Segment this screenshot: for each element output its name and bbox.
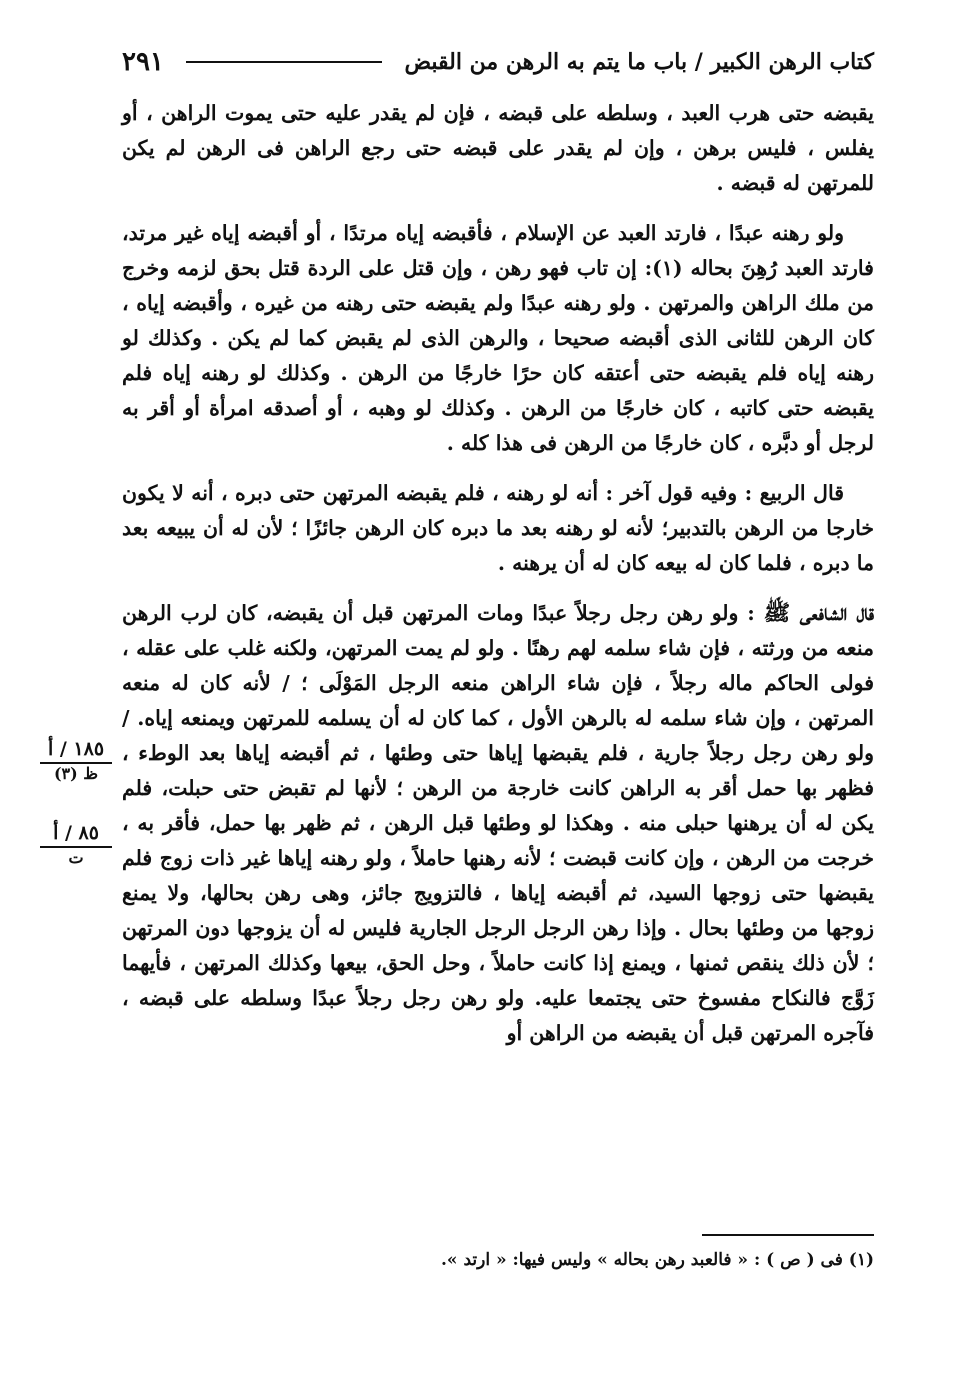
paragraph-text: قال الربيع : وفيه قول آخر : أنه لو رهنه ، فلم يقبضه المرتهن حتى دبره ، أنه لا يكون خارجا من الرهن بالتدبير؛ لأنه لو رهنه بعد ما دبره كان الرهن جائزًا ؛ لأن له أن يبيعه بعد ما دبره ، فلما كان له بيعه كان له أن يرهنه .	[122, 481, 874, 575]
paragraph-3	[122, 476, 874, 581]
paragraph-4	[122, 596, 874, 1051]
footnote: (١) فى ( ص ) : « فالعبد رهن بحاله » وليس فيها: « ارتد ».	[441, 1250, 874, 1270]
paragraph-2	[122, 216, 874, 461]
footnote-divider	[702, 1234, 874, 1236]
paragraph-text: يقبضه حتى هرب العبد ، وسلطه على قبضه ، فإن لم يقدر عليه حتى يموت الراهن ، أو يفلس ، فليس برهن ، وإن لم يقدر على قبضه حتى رجع الراهن فى الرهن لم يكن للمرتهن له قبضه .	[122, 101, 874, 195]
margin-note	[40, 738, 112, 784]
margin-note	[40, 822, 112, 868]
header-title: كتاب الرهن الكبير / باب ما يتم به الرهن من القبض	[404, 49, 874, 75]
paragraph-text: ولو رهنه عبدًا ، فارتد العبد عن الإسلام ، فأقبضه إياه مرتدًا ، أو أقبضه إياه غير مرتد، فارتد العبد رُهِنَ بحاله (١): إن تاب فهو رهن ، وإن قتل على الردة قتل بحق لزمه وخرج من ملك الراهن والمرتهن . ولو رهنه عبدًا ولم يقبضه حتى رهنه من غيره ، وأقبضه إياه ، كان الرهن للثانى الذى أقبضه صحيحا ، والرهن الذى لم يقبض كما لم يكن . وكذلك لو رهنه إياه فلم يقبضه حتى أعتقه كان حرًا خارجًا من الرهن . وكذلك لو رهنه إياه فلم يقبضه حتى كاتبه ، كان خارجًا من الرهن . وكذلك لو وهبه ، أو أصدقه امرأة أو أقر به لرجل أو دبَّره ، كان خارجًا من الرهن فى هذا كله .	[122, 221, 874, 455]
margin-note-manuscript: ظ (٣)	[53, 764, 99, 783]
running-header	[122, 40, 874, 84]
main-text	[122, 96, 874, 1066]
margin-note-folio: ١٨٥ / أ	[40, 738, 112, 764]
speaker-label: قال الشافعى ﷺ	[763, 600, 874, 626]
paragraph-1	[122, 96, 874, 201]
page-number: ٢٩١	[122, 47, 164, 77]
margin-note-folio: ٨٥ / أ	[40, 822, 112, 848]
paragraph-text: : ولو رهن رجل رجلاً عبدًا ومات المرتهن قبل أن يقبضه، كان لرب الرهن منعه من ورثته ، فإن شاء سلمه لهم رهنًا . ولو لم يمت المرتهن، ولكنه غلب على عقله ، فولى الحاكم ماله رجلاً ، فإن شاء الراهن منعه الرجل المَوْلَى ؛ / لأنه كان له منعه المرتهن ، وإن شاء سلمه له بالرهن الأول ، كما كان له أن يسلمه للمرتهن ويمنعه إياه. / ولو رهن رجل رجلاً جارية ، فلم يقبضها إياها حتى وطئها ، ثم أقبضه إياها بعد الوطء ، فظهر بها حمل أقر به الراهن كانت خارجة من الرهن ؛ لأنها لم تقبض حتى حبلت، فلم يكن له أن يرهنها حبلى منه . وهكذا لو وطئها قبل الرهن ، ثم ظهر بها حمل، فأقر به ، خرجت من الرهن ، وإن كانت قبضت ؛ لأنه رهنها حاملاً ، ولو رهنه إياها غير ذات زوج فلم يقبضها حتى زوجها السيد، ثم أقبضه إياها ، فالتزويج جائز، وهى رهن بحالها، ولا يمنع زوجها من وطئها بحال . وإذا رهن الرجل الرجل الجارية فليس له أن يزوجها دون المرتهن ؛ لأن ذلك ينقص ثمنها ، ويمنع إذا كانت حاملاً ، وحل الحق، بيعها وكذلك المرتهن ، فأيهما زَوَّج فالنكاح مفسوخ حتى يجتمعا عليه. ولو رهن رجل رجلاً عبدًا وسلطه على قبضه ، فآجره المرتهن قبل أن يقبضه من الراهن أو	[122, 601, 874, 1045]
margin-note-manuscript: ت	[68, 848, 84, 867]
header-rule	[186, 61, 383, 63]
